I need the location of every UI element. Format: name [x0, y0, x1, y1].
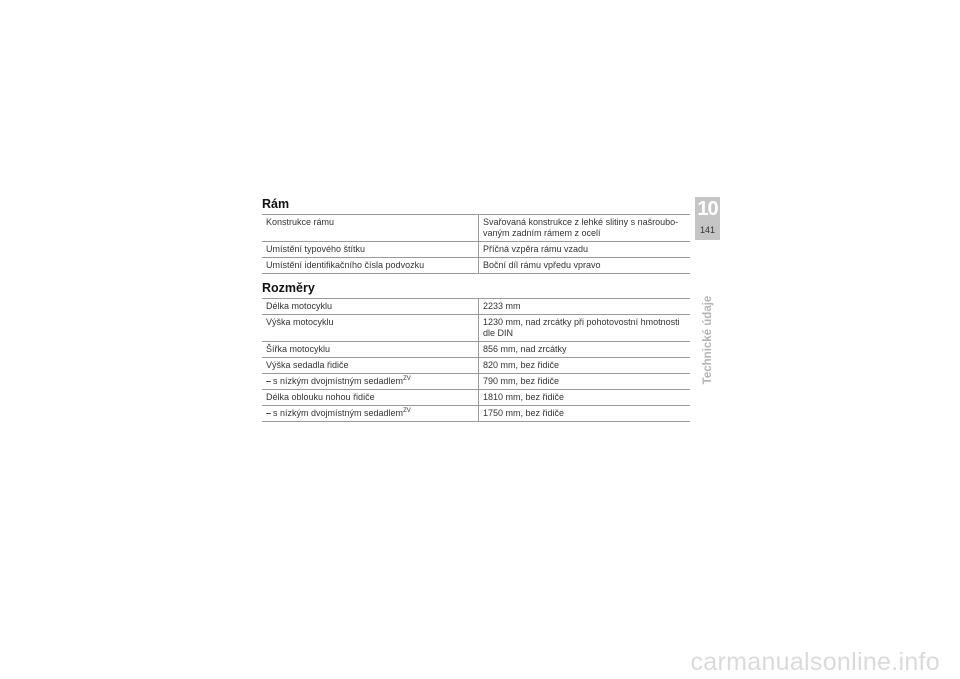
- spec-value: [479, 215, 691, 242]
- spec-label-sub: [262, 374, 479, 390]
- chapter-title-vertical: Technické údaje: [702, 295, 714, 385]
- table-row: [262, 299, 690, 315]
- spec-value: 1810 mm, bez řidiče: [479, 390, 691, 406]
- table-row: [262, 315, 690, 342]
- section-title-frame: Rám: [262, 197, 290, 211]
- spec-value: 856 mm, nad zrcátky: [479, 342, 691, 358]
- spec-value: Příčná vzpěra rámu vzadu: [479, 242, 691, 258]
- frame-spec-table: [262, 214, 690, 274]
- spec-label-text: s nízkým dvojmístným sedadlem: [273, 376, 404, 386]
- table-row: [262, 358, 690, 374]
- spec-label: Umístění identifikačního čísla podvozku: [266, 260, 425, 270]
- table-row: [262, 406, 690, 422]
- spec-label: Konstrukce rámu: [266, 217, 335, 227]
- table-row: [262, 390, 690, 406]
- dash-bullet: –: [266, 408, 272, 418]
- spec-label: Délka oblouku nohou řidiče: [266, 392, 375, 402]
- optional-equipment-mark: ZV: [403, 408, 411, 414]
- dash-bullet: –: [266, 376, 272, 386]
- table-row: [262, 242, 690, 258]
- spec-label: Délka motocyklu: [266, 301, 333, 311]
- spec-value-text: Svařovaná konstrukce z lehké slitiny s našroubo- vaným zadním rámem z ocelí: [483, 217, 679, 238]
- chapter-tab: [695, 197, 720, 240]
- spec-label: Umístění typového štítku: [266, 244, 366, 254]
- page-number: 141: [699, 225, 716, 235]
- spec-value: 820 mm, bez řidiče: [479, 358, 691, 374]
- spec-label-sub: [262, 406, 479, 422]
- spec-value: Boční díl rámu vpředu vpravo: [479, 258, 691, 274]
- spec-value: [479, 315, 691, 342]
- watermark-text: carmanualsonline.info: [690, 648, 940, 676]
- chapter-number: 10: [697, 198, 718, 220]
- dimensions-spec-table: [262, 298, 690, 422]
- table-row: [262, 342, 690, 358]
- table-row: [262, 258, 690, 274]
- spec-value-text: 1230 mm, nad zrcátky při pohotovostní hmotnosti dle DIN: [483, 317, 680, 338]
- spec-value: 790 mm, bez řidiče: [479, 374, 691, 390]
- section-title-dimensions: Rozměry: [262, 281, 315, 295]
- spec-label: Výška motocyklu: [266, 317, 334, 327]
- spec-value: 1750 mm, bez řidiče: [479, 406, 691, 422]
- spec-label: Výška sedadla řidiče: [266, 360, 349, 370]
- spec-label: Šířka motocyklu: [266, 344, 331, 354]
- optional-equipment-mark: ZV: [403, 376, 411, 382]
- spec-value: 2233 mm: [479, 299, 691, 315]
- spec-label-text: s nízkým dvojmístným sedadlem: [273, 408, 404, 418]
- table-row: [262, 215, 690, 242]
- table-row: [262, 374, 690, 390]
